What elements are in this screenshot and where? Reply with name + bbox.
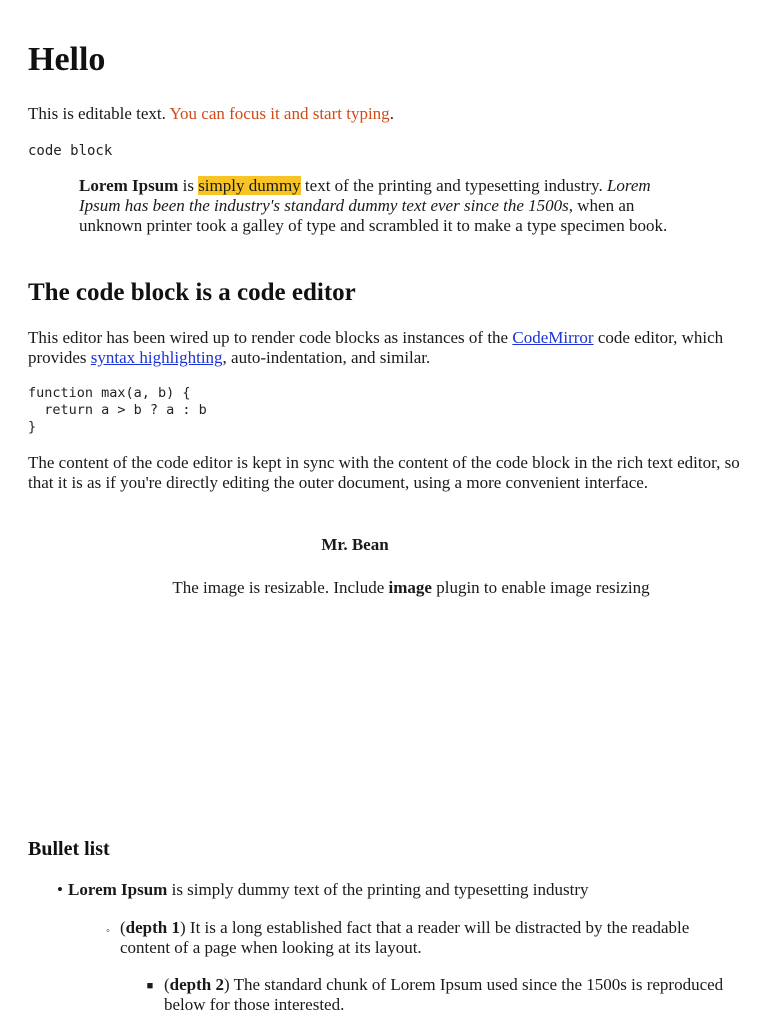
list-item-depth-1[interactable] — [106, 918, 740, 958]
bullet-square-icon: ■ — [146, 980, 154, 992]
sync-paragraph[interactable]: The content of the code editor is kept in sync with the content of the code block in the rich text editor, so that it is as if you're directly editing the outer document, using a more convenient interface. — [28, 453, 740, 492]
figure-caption-part-1: The image is resizable. Include — [172, 578, 389, 597]
quote-is: is — [178, 176, 199, 195]
bullet-disc-icon: • — [57, 880, 63, 899]
list-item-depth-label: depth 2 — [169, 975, 224, 994]
list-item-depth-0[interactable] — [57, 880, 748, 900]
editable-paragraph[interactable] — [28, 102, 394, 126]
list-item-text: ) The standard chunk of Lorem Ipsum used since the 1500s is reproduced below for those interested. — [164, 975, 724, 1014]
figure-caption — [28, 578, 768, 598]
editor-para-part-1: This editor has been wired up to render code blocks as instances of the — [28, 328, 513, 347]
list-item-bold: Lorem Ipsum — [68, 880, 168, 899]
editable-text: This is editable text. — [28, 104, 166, 123]
codemirror-link[interactable]: CodeMirror — [512, 328, 594, 347]
syntax-highlighting-link[interactable]: syntax highlighting — [90, 348, 223, 367]
quote-rest-2: , when an unknown printer took a galley of type and scrambled it to make a type specimen book. — [79, 196, 668, 235]
editor-para-part-3: , auto-indentation, and similar. — [222, 348, 431, 367]
resizable-image[interactable] — [98, 605, 618, 825]
bullet-circle-icon: ◦ — [106, 925, 110, 937]
list-item-open-paren: ( — [120, 918, 126, 937]
heading-code-editor[interactable]: The code block is a code editor — [28, 279, 356, 306]
list-item-open-paren: ( — [164, 975, 170, 994]
quote-rest-1: text of the printing and typesetting industry. — [300, 176, 607, 195]
quote-bold: Lorem Ipsum — [79, 176, 179, 195]
figure-title: Mr. Bean — [321, 535, 389, 554]
quote-italic: Lorem Ipsum has been the industry's standard dummy text ever since the 1500s — [79, 176, 651, 215]
heading-hello[interactable]: Hello — [28, 41, 106, 78]
code-block-label[interactable]: code block — [28, 143, 113, 159]
figure-caption-part-2: plugin to enable image resizing — [431, 578, 650, 597]
list-item-depth-2[interactable] — [146, 975, 740, 1015]
editable-period: . — [389, 104, 394, 123]
list-item-text: is simply dummy text of the printing and typesetting industry — [167, 880, 589, 899]
editor-para-part-2: code editor, which provides — [28, 328, 724, 367]
figure-caption-bold: image — [388, 578, 432, 597]
heading-bullet-list[interactable]: Bullet list — [28, 838, 110, 860]
list-item-depth-label: depth 1 — [125, 918, 180, 937]
focus-hint-text: You can focus it and start typing — [169, 104, 390, 123]
blockquote[interactable] — [79, 176, 679, 236]
list-item-text: ) It is a long established fact that a reader will be distracted by the readable content of a page when looking at its layout. — [120, 918, 690, 957]
code-editor[interactable]: function max(a, b) { return a > b ? a : b } — [28, 385, 207, 435]
quote-highlight: simply dummy — [198, 176, 301, 195]
editor-paragraph[interactable] — [28, 328, 728, 368]
